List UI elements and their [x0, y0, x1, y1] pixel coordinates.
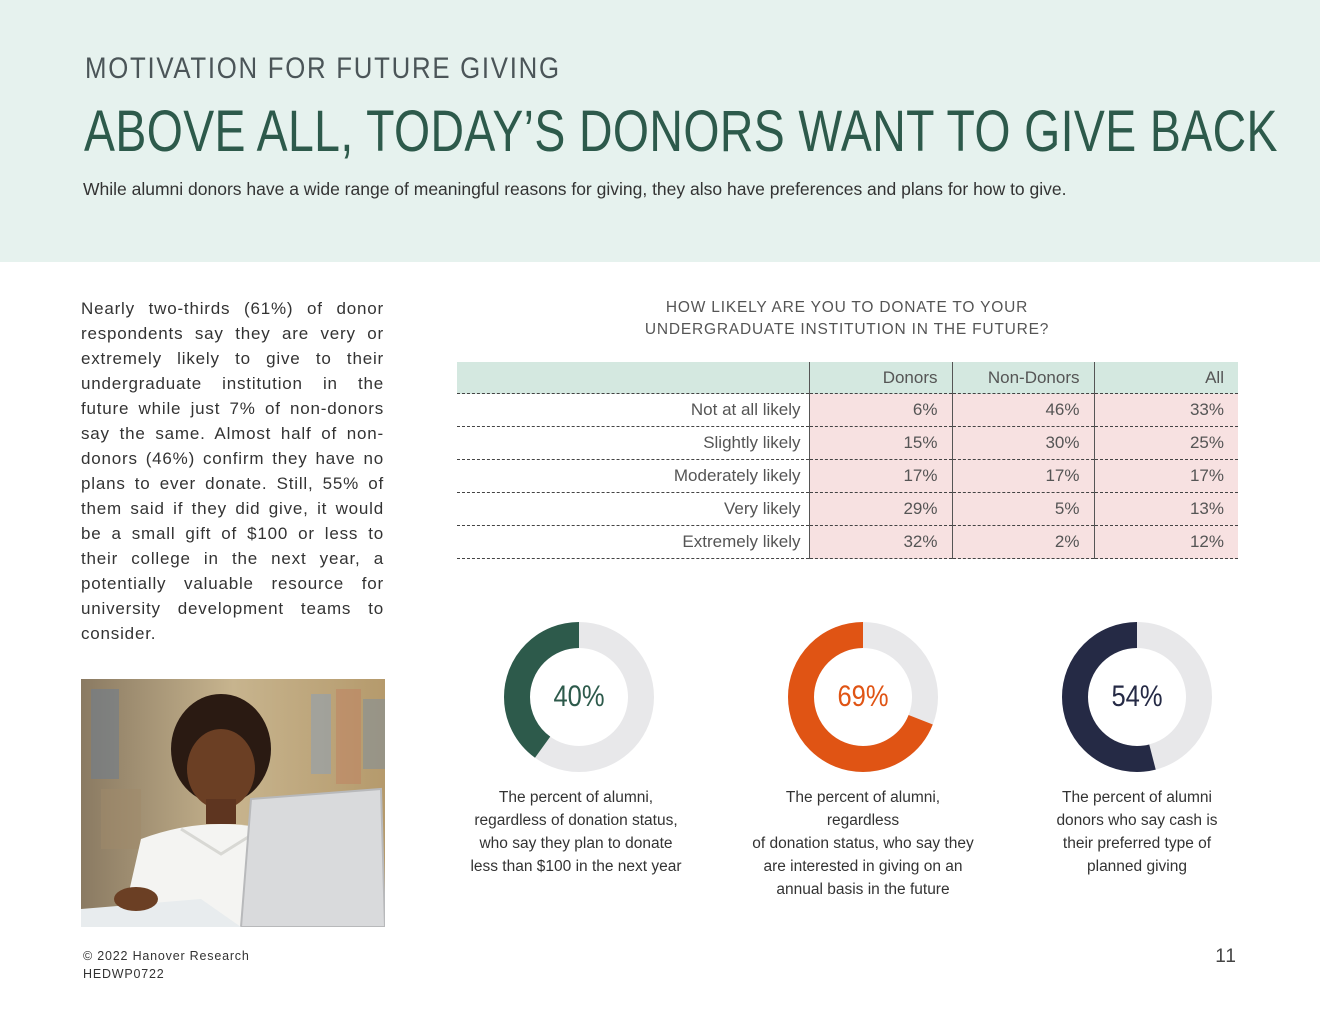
cell-donors: 32% [809, 526, 952, 559]
page-number: 11 [1215, 946, 1237, 967]
page-subtitle: While alumni donors have a wide range of meaningful reasons for giving, they also have preferences and plans for how to give. [83, 179, 1067, 199]
cell-donors: 17% [809, 460, 952, 493]
caption-line: their preferred type of [1062, 835, 1212, 852]
caption-line: planned giving [1087, 858, 1187, 875]
table-title-line2: UNDERGRADUATE INSTITUTION IN THE FUTURE? [644, 321, 1050, 338]
table-row [457, 493, 1238, 526]
table-title-line1: HOW LIKELY ARE YOU TO DONATE TO YOUR [665, 299, 1029, 316]
page-title: ABOVE ALL, TODAY’S DONORS WANT TO GIVE BACK [84, 99, 1278, 164]
donut-value-label: 54% [1111, 680, 1163, 713]
cell-all: 12% [1094, 526, 1238, 559]
cell-donors: 6% [809, 394, 952, 427]
cell-non-donors: 46% [952, 394, 1094, 427]
row-label: Extremely likely [457, 526, 809, 559]
section-eyebrow: MOTIVATION FOR FUTURE GIVING [85, 52, 561, 85]
table-header-row [457, 362, 1238, 394]
row-label: Very likely [457, 493, 809, 526]
donut-chart-cash-preferred [1062, 622, 1212, 772]
student-laptop-image [81, 679, 385, 927]
caption-line: regardless of donation status, [474, 812, 678, 829]
copyright-text: © 2022 Hanover Research [83, 949, 250, 963]
likelihood-table [457, 362, 1238, 559]
donut-value-label: 69% [837, 680, 889, 713]
header-banner [0, 0, 1320, 262]
caption-line: The percent of alumni [1062, 789, 1212, 806]
caption-line: donors who say cash is [1056, 812, 1218, 829]
column-header-all: All [1094, 362, 1238, 394]
document-code: HEDWP0722 [83, 967, 165, 981]
donut-chart-under-100 [504, 622, 654, 772]
cell-all: 33% [1094, 394, 1238, 427]
body-paragraph: Nearly two-thirds (61%) of donor respondents say they are very or extremely likely to give to their undergraduate institution in the future while just 7% of non-donors say the same. Almost half of non-donors (46%) confirm they have no plans to ever donate. Still, 55% of them said if they did give, it would be a small gift of $100 or less to their college in the next year, a potentially valuable resource for university development teams to consider. [81, 299, 384, 643]
caption-line: The percent of alumni, [498, 789, 654, 806]
donut-caption [1022, 786, 1252, 878]
caption-line: annual basis in the future [776, 881, 950, 898]
cell-non-donors: 2% [952, 526, 1094, 559]
caption-line: less than $100 in the next year [470, 858, 682, 875]
cell-donors: 15% [809, 427, 952, 460]
column-header-non-donors: Non-Donors [952, 362, 1094, 394]
cell-donors: 29% [809, 493, 952, 526]
table-row [457, 427, 1238, 460]
footer [83, 947, 250, 983]
caption-line: of donation status, who say they [752, 835, 974, 852]
cell-all: 13% [1094, 493, 1238, 526]
cell-non-donors: 5% [952, 493, 1094, 526]
cell-all: 17% [1094, 460, 1238, 493]
donut-chart-annual-giving [788, 622, 938, 772]
caption-line: The percent of alumni, regardless [785, 789, 941, 829]
caption-line: are interested in giving on an [763, 858, 963, 875]
row-label: Slightly likely [457, 427, 809, 460]
table-row [457, 460, 1238, 493]
cell-non-donors: 17% [952, 460, 1094, 493]
student-photo [81, 679, 385, 927]
caption-line: who say they plan to donate [479, 835, 673, 852]
column-header-donors: Donors [809, 362, 952, 394]
donut-value-label: 40% [553, 680, 605, 713]
cell-all: 25% [1094, 427, 1238, 460]
table-row [457, 394, 1238, 427]
row-label: Not at all likely [457, 394, 809, 427]
row-label: Moderately likely [457, 460, 809, 493]
donut-caption [748, 786, 978, 901]
column-header [457, 362, 809, 394]
cell-non-donors: 30% [952, 427, 1094, 460]
table-title [457, 297, 1237, 341]
table-row [457, 526, 1238, 559]
donut-caption [461, 786, 691, 878]
